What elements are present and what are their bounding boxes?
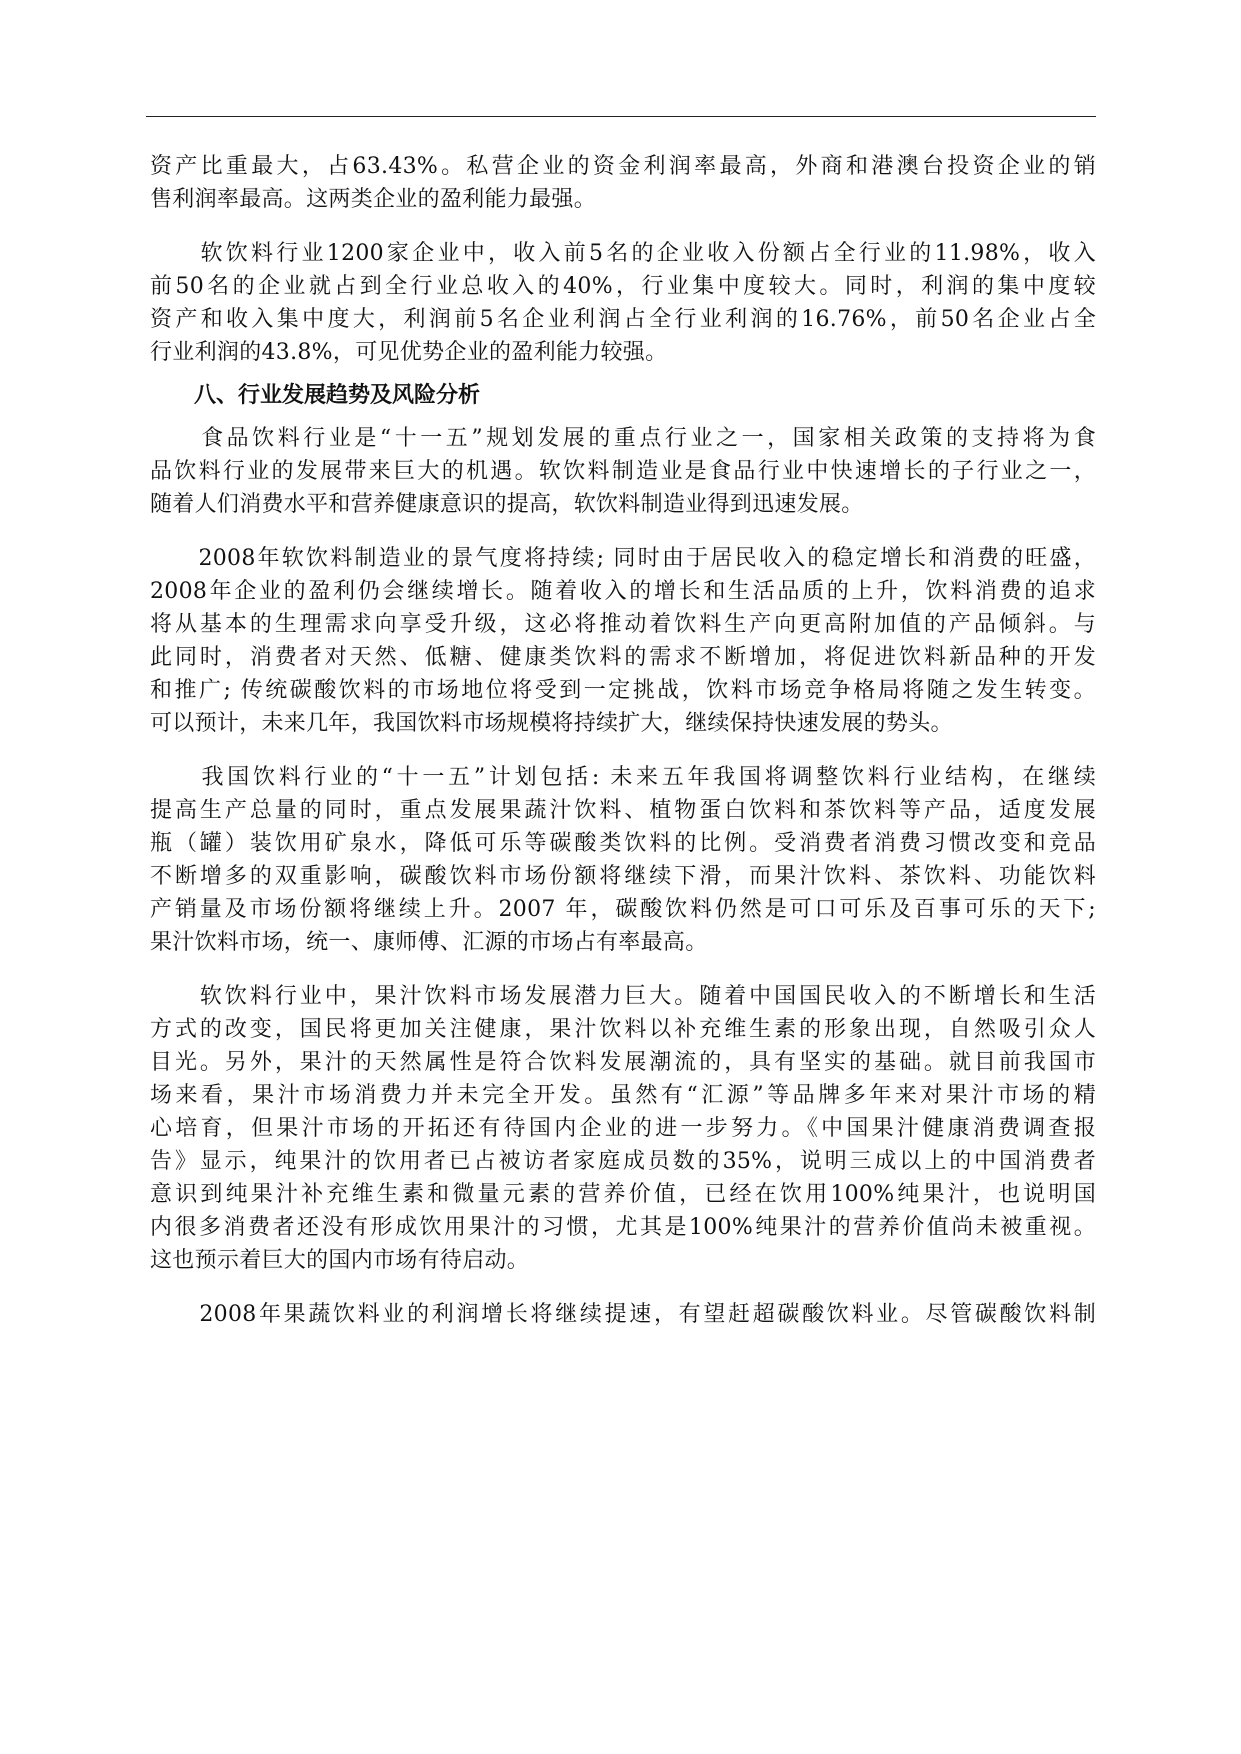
text-line: 行业利润的43.8%，可见优势企业的盈利能力较强。: [150, 340, 668, 365]
paragraph-industry-concentration: [150, 237, 1096, 369]
text-line: 告》显示，纯果汁的饮用者已占被访者家庭成员数的35%，说明三成以上的中国消费者: [150, 1149, 1096, 1174]
text-line: 将从基本的生理需求向享受升级，这必将推动着饮料生产向更高附加值的产品倾斜。与: [150, 612, 1096, 637]
text-line: 售利润率最高。这两类企业的盈利能力最强。: [150, 187, 597, 212]
text-line: 2008年企业的盈利仍会继续增长。随着收入的增长和生活品质的上升，饮料消费的追求: [150, 579, 1096, 604]
page-body: [150, 150, 1096, 1352]
text-line: 资产比重最大，占63.43%。私营企业的资金利润率最高，外商和港澳台投资企业的销: [150, 154, 1096, 179]
paragraph-2008-outlook: [150, 542, 1096, 740]
paragraph-food-beverage-policy: [150, 422, 1096, 521]
text-line: 可以预计，未来几年，我国饮料市场规模将持续扩大，继续保持快速发展的势头。: [150, 711, 953, 736]
paragraph-asset-share: [150, 150, 1096, 216]
text-line: 这也预示着巨大的国内市场有待启动。: [150, 1248, 530, 1273]
text-line: 心培育，但果汁市场的开拓还有待国内企业的进一步努力。《中国果汁健康消费调查报: [150, 1116, 1096, 1141]
text-line: 内很多消费者还没有形成饮用果汁的习惯，尤其是100%纯果汁的营养价值尚未被重视。: [150, 1215, 1096, 1240]
text-line: 食品饮料行业是“十一五”规划发展的重点行业之一，国家相关政策的支持将为食: [150, 426, 1096, 451]
section-heading: 八、行业发展趋势及风险分析: [194, 383, 481, 408]
text-line: 产销量及市场份额将继续上升。2007 年，碳酸饮料仍然是可口可乐及百事可乐的天下;: [150, 897, 1096, 922]
text-line: 前50名的企业就占到全行业总收入的40%，行业集中度较大。同时，利润的集中度较: [150, 274, 1096, 299]
text-line: 瓶（罐）装饮用矿泉水，降低可乐等碳酸类饮料的比例。受消费者消费习惯改变和竞品: [150, 831, 1096, 856]
paragraph-juice-market: [150, 980, 1096, 1277]
text-line: 不断增多的双重影响，碳酸饮料市场份额将继续下滑，而果汁饮料、茶饮料、功能饮料: [150, 864, 1096, 889]
text-line: 意识到纯果汁补充维生素和微量元素的营养价值，已经在饮用100%纯果汁，也说明国: [150, 1182, 1096, 1207]
text-line: 2008年软饮料制造业的景气度将持续; 同时由于居民收入的稳定增长和消费的旺盛，: [150, 546, 1096, 571]
text-line: 果汁饮料市场，统一、康师傅、汇源的市场占有率最高。: [150, 930, 708, 955]
text-line: 资产和收入集中度大，利润前5名企业利润占全行业利润的16.76%，前50名企业占全: [150, 307, 1096, 332]
paragraph-fruit-vegetable-profit: [150, 1298, 1096, 1331]
text-line: 我国饮料行业的“十一五”计划包括: 未来五年我国将调整饮料行业结构，在继续: [150, 765, 1096, 790]
text-line: 和推广; 传统碳酸饮料的市场地位将受到一定挑战，饮料市场竞争格局将随之发生转变。: [150, 678, 1096, 703]
text-line: 此同时，消费者对天然、低糖、健康类饮料的需求不断增加，将促进饮料新品种的开发: [150, 645, 1096, 670]
text-line: 目光。另外，果汁的天然属性是符合饮料发展潮流的，具有坚实的基础。就目前我国市: [150, 1050, 1096, 1075]
paragraph-five-year-plan: [150, 761, 1096, 959]
text-line: 软饮料行业1200家企业中，收入前5名的企业收入份额占全行业的11.98%，收入: [150, 241, 1096, 266]
text-line: 提高生产总量的同时，重点发展果蔬汁饮料、植物蛋白饮料和茶饮料等产品，适度发展: [150, 798, 1096, 823]
text-line: 品饮料行业的发展带来巨大的机遇。软饮料制造业是食品行业中快速增长的子行业之一，: [150, 459, 1096, 484]
text-line: 随着人们消费水平和营养健康意识的提高，软饮料制造业得到迅速发展。: [150, 492, 864, 517]
header-rule: [146, 116, 1096, 117]
text-line: 软饮料行业中，果汁饮料市场发展潜力巨大。随着中国国民收入的不断增长和生活: [150, 984, 1096, 1009]
text-line: 2008年果蔬饮料业的利润增长将继续提速，有望赶超碳酸饮料业。尽管碳酸饮料制: [150, 1302, 1096, 1327]
text-line: 场来看，果汁市场消费力并未完全开发。虽然有“汇源”等品牌多年来对果汁市场的精: [150, 1083, 1096, 1108]
text-line: 方式的改变，国民将更加关注健康，果汁饮料以补充维生素的形象出现，自然吸引众人: [150, 1017, 1096, 1042]
